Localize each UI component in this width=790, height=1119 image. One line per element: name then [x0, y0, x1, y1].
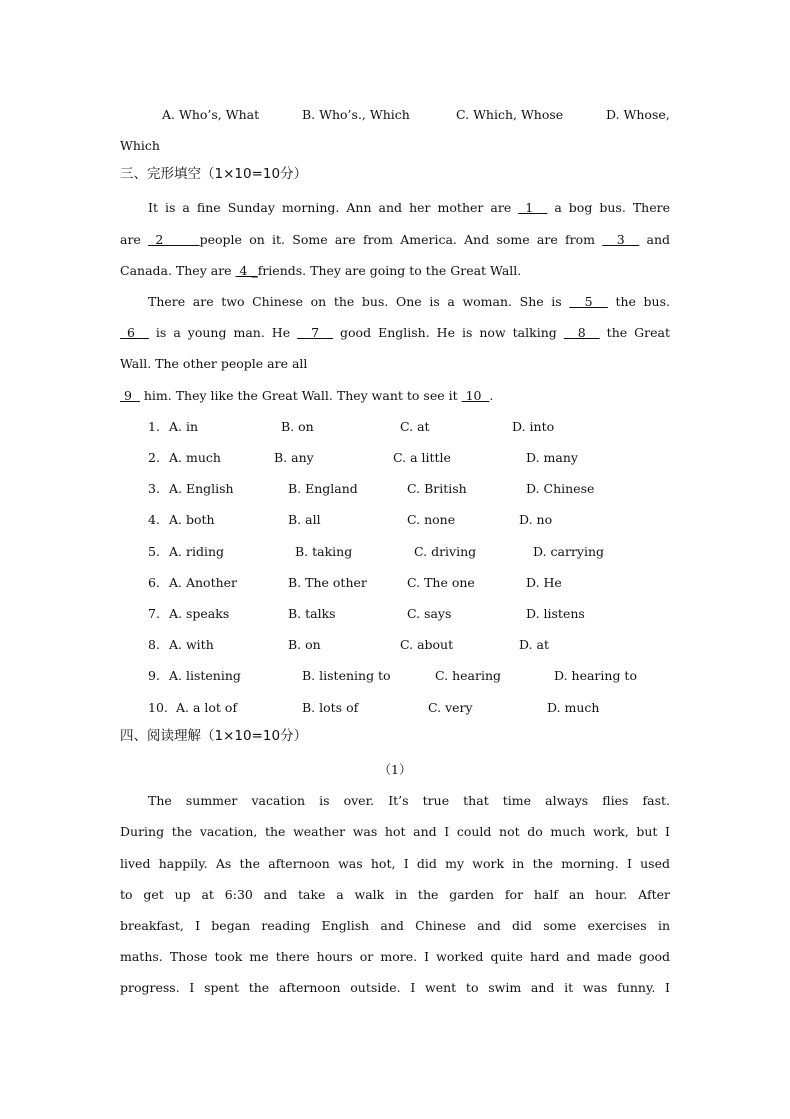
- option-d: D. much: [547, 700, 600, 715]
- option-c: C. hearing: [435, 668, 501, 683]
- option-c: C. a little: [393, 450, 451, 465]
- section-score: （1×10=10分）: [201, 728, 308, 744]
- blank-3: 3: [602, 232, 640, 247]
- option-a: A. a lot of: [176, 700, 238, 715]
- option-a: A. in: [169, 419, 199, 434]
- option-b: B. England: [288, 481, 358, 496]
- prev-option-b: B. Who’s., Which: [302, 107, 410, 122]
- option-a: A. riding: [169, 544, 224, 559]
- reading-line: maths. Those took me there hours or more. I worked quite hard and made good: [120, 949, 670, 964]
- question-number: 7.: [148, 606, 160, 621]
- option-d: D. Chinese: [526, 481, 595, 496]
- option-a: A. listening: [169, 668, 241, 683]
- option-a: A. with: [169, 637, 214, 652]
- option-b: B. all: [288, 512, 321, 527]
- option-c: C. about: [400, 637, 454, 652]
- option-d: D. carrying: [533, 544, 605, 559]
- option-a: A. both: [169, 512, 215, 527]
- option-c: C. The one: [407, 575, 475, 590]
- passage-number: （1）: [378, 762, 412, 777]
- passage-line: 9 him. They like the Great Wall. They want to see it 10 .: [120, 388, 494, 403]
- option-d: D. He: [526, 575, 562, 590]
- option-c: C. none: [407, 512, 456, 527]
- question-number: 5.: [148, 544, 160, 559]
- option-b: B. taking: [295, 544, 353, 559]
- section-heading-reading: [120, 728, 670, 744]
- option-c: C. British: [407, 481, 467, 496]
- option-a: A. much: [169, 450, 221, 465]
- passage-line: 6 is a young man. He 7 good English. He is now talking 8 the Great: [120, 325, 670, 340]
- option-d: D. into: [512, 419, 555, 434]
- option-b: B. on: [281, 419, 314, 434]
- section-title: 三、完形填空: [120, 166, 201, 182]
- question-number: 4.: [148, 512, 160, 527]
- prev-option-d: D. Whose,: [606, 107, 670, 122]
- blank-10: 10: [461, 388, 490, 403]
- passage-line: are 2 people on it. Some are from America. And some are from 3 and: [120, 232, 671, 247]
- question-number: 9.: [148, 668, 160, 683]
- option-b: B. talks: [288, 606, 336, 621]
- question-number: 2.: [148, 450, 160, 465]
- option-d: D. listens: [526, 606, 585, 621]
- option-c: C. says: [407, 606, 452, 621]
- option-d: D. at: [519, 637, 549, 652]
- prev-option-a: A. Who’s, What: [162, 107, 260, 122]
- reading-line: progress. I spent the afternoon outside. I went to swim and it was funny. I: [120, 980, 670, 995]
- passage-line: Wall. The other people are all: [120, 356, 308, 371]
- reading-line: breakfast, I began reading English and Chinese and did some exercises in: [120, 918, 670, 933]
- option-b: B. any: [274, 450, 314, 465]
- option-c: C. at: [400, 419, 430, 434]
- blank-8: 8: [563, 325, 600, 340]
- section-title: 四、阅读理解: [120, 728, 201, 744]
- option-c: C. very: [428, 700, 473, 715]
- blank-2: 2: [148, 232, 200, 247]
- prev-option-c: C. Which, Whose: [456, 107, 564, 122]
- reading-line: lived happily. As the afternoon was hot, I did my work in the morning. I used: [120, 856, 670, 871]
- blank-6: 6: [120, 325, 149, 340]
- reading-line: to get up at 6:30 and take a walk in the garden for half an hour. After: [120, 887, 670, 902]
- blank-7: 7: [297, 325, 334, 340]
- option-c: C. driving: [414, 544, 477, 559]
- option-a: A. English: [169, 481, 234, 496]
- option-b: B. The other: [288, 575, 367, 590]
- section-heading-cloze: [120, 166, 670, 182]
- question-number: 1.: [148, 419, 160, 434]
- reading-line: During the vacation, the weather was hot and I could not do much work, but I: [120, 824, 670, 839]
- question-number: 3.: [148, 481, 160, 496]
- option-d: D. no: [519, 512, 553, 527]
- blank-4: 4 _: [235, 263, 258, 278]
- blank-5: 5: [569, 294, 608, 309]
- question-number: 8.: [148, 637, 160, 652]
- question-number: 6.: [148, 575, 160, 590]
- passage-line: Canada. They are 4 _friends. They are going to the Great Wall.: [120, 263, 522, 278]
- passage-line: There are two Chinese on the bus. One is a woman. She is 5 the bus.: [148, 294, 670, 309]
- passage-line: It is a fine Sunday morning. Ann and her mother are 1 a bog bus. There: [148, 200, 670, 215]
- option-b: B. listening to: [302, 668, 391, 683]
- option-b: B. lots of: [302, 700, 359, 715]
- blank-9: 9: [120, 388, 140, 403]
- option-d: D. hearing to: [554, 668, 637, 683]
- blank-1: 1: [518, 200, 548, 215]
- option-b: B. on: [288, 637, 321, 652]
- reading-line: The summer vacation is over. It’s true that time always flies fast.: [148, 793, 670, 808]
- option-a: A. speaks: [169, 606, 230, 621]
- option-a: A. Another: [169, 575, 238, 590]
- option-d: D. many: [526, 450, 578, 465]
- section-score: （1×10=10分）: [201, 166, 308, 182]
- question-number: 10.: [148, 700, 168, 715]
- prev-option-continuation: Which: [120, 138, 160, 153]
